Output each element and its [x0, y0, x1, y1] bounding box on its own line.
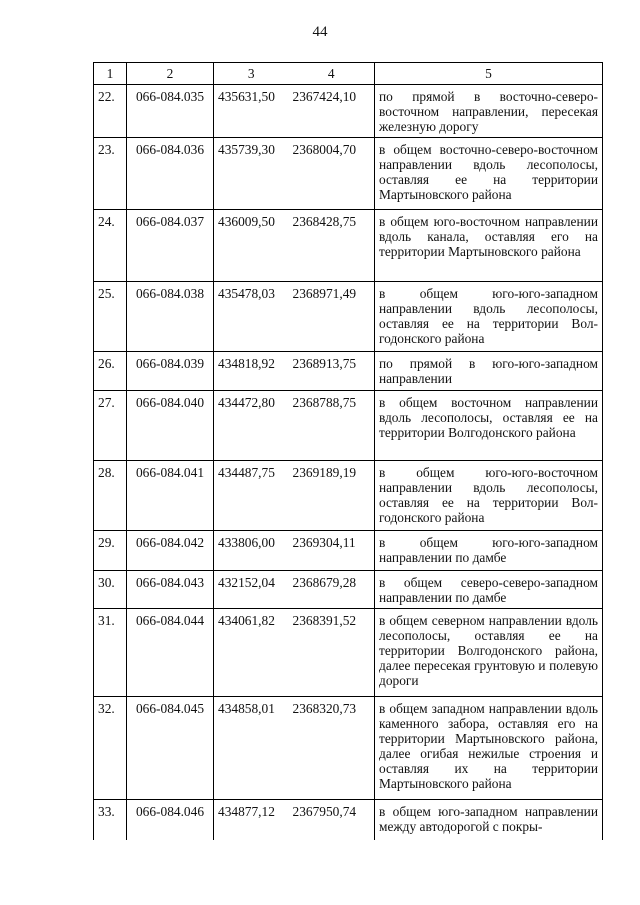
boundary-description: в общем восточном направлении вдоль лесополосы, оставляя ее на территории Волгодонского района	[375, 391, 603, 461]
boundary-description: в общем юго-восточном направлении вдоль канала, оставляя его на территории Мартыновского района	[375, 210, 603, 282]
point-code: 066-084.035	[127, 85, 214, 138]
boundary-description: в общем юго-юго-западном направлении по дамбе	[375, 531, 603, 571]
point-code: 066-084.042	[127, 531, 214, 571]
coordinate-x: 434858,01	[214, 697, 289, 800]
point-code: 066-084.040	[127, 391, 214, 461]
table-row	[94, 800, 603, 840]
coordinate-x: 434472,80	[214, 391, 289, 461]
table-row	[94, 138, 603, 210]
row-number: 29.	[94, 531, 127, 571]
boundary-description: в общем восточно-северо-восточном направлении вдоль лесополосы, оставляя ее на территории Мартыновского района	[375, 138, 603, 210]
coordinate-y: 2368971,49	[289, 282, 375, 352]
coordinate-x: 434061,82	[214, 609, 289, 697]
boundary-description: в общем юго-юго-западном направлении вдоль лесополосы, оставляя ее на территории Волгодонского района	[375, 282, 603, 352]
page-number: 44	[312, 24, 328, 40]
table-row	[94, 85, 603, 138]
point-code: 066-084.045	[127, 697, 214, 800]
coordinate-x: 434487,75	[214, 461, 289, 531]
table-row	[94, 210, 603, 282]
coordinate-y: 2368391,52	[289, 609, 375, 697]
row-number: 26.	[94, 352, 127, 391]
coordinate-y: 2368788,75	[289, 391, 375, 461]
coordinate-x: 433806,00	[214, 531, 289, 571]
row-number: 27.	[94, 391, 127, 461]
table-row	[94, 531, 603, 571]
boundary-description: в общем северо-северо-западном направлении по дамбе	[375, 571, 603, 609]
coordinate-y: 2368004,70	[289, 138, 375, 210]
header-col-3: 3	[214, 63, 289, 85]
coordinate-y: 2368913,75	[289, 352, 375, 391]
coordinate-y: 2367950,74	[289, 800, 375, 840]
header-col-4: 4	[289, 63, 375, 85]
table-row	[94, 571, 603, 609]
row-number: 28.	[94, 461, 127, 531]
row-number: 32.	[94, 697, 127, 800]
coordinate-x: 432152,04	[214, 571, 289, 609]
header-col-1: 1	[94, 63, 127, 85]
point-code: 066-084.036	[127, 138, 214, 210]
table-row	[94, 461, 603, 531]
point-code: 066-084.038	[127, 282, 214, 352]
table-row	[94, 391, 603, 461]
point-code: 066-084.037	[127, 210, 214, 282]
coordinate-x: 436009,50	[214, 210, 289, 282]
row-number: 31.	[94, 609, 127, 697]
boundary-description: по прямой в юго-юго-западном направлении	[375, 352, 603, 391]
header-col-5: 5	[375, 63, 603, 85]
table-header-row	[94, 63, 603, 85]
boundary-description: в общем северном направлении вдоль лесополосы, оставляя ее на территории Волгодонского района, далее пересекая грунтовую и полевую дороги	[375, 609, 603, 697]
boundary-description: в общем западном направлении вдоль каменного забора, оставляя его на территории Мартыновского района, далее огибая нежилые строения и оставляя их на территории Мартыновского района	[375, 697, 603, 800]
coordinate-x: 434818,92	[214, 352, 289, 391]
boundary-description: в общем юго-юго-восточном направлении вдоль лесополосы, оставляя ее на территории Волгодонского района	[375, 461, 603, 531]
point-code: 066-084.046	[127, 800, 214, 840]
row-number: 24.	[94, 210, 127, 282]
table-row	[94, 609, 603, 697]
coordinate-y: 2369304,11	[289, 531, 375, 571]
table-row	[94, 352, 603, 391]
point-code: 066-084.043	[127, 571, 214, 609]
row-number: 33.	[94, 800, 127, 840]
boundary-coordinates-table	[93, 62, 603, 840]
boundary-description: в общем юго-западном направлении между автодорогой с покры-	[375, 800, 603, 840]
coordinate-y: 2367424,10	[289, 85, 375, 138]
row-number: 22.	[94, 85, 127, 138]
table-row	[94, 282, 603, 352]
row-number: 30.	[94, 571, 127, 609]
row-number: 25.	[94, 282, 127, 352]
coordinate-y: 2368679,28	[289, 571, 375, 609]
coordinate-y: 2368428,75	[289, 210, 375, 282]
point-code: 066-084.044	[127, 609, 214, 697]
row-number: 23.	[94, 138, 127, 210]
coordinate-x: 435739,30	[214, 138, 289, 210]
coordinate-x: 434877,12	[214, 800, 289, 840]
header-col-2: 2	[127, 63, 214, 85]
coordinate-x: 435631,50	[214, 85, 289, 138]
coordinate-y: 2368320,73	[289, 697, 375, 800]
point-code: 066-084.039	[127, 352, 214, 391]
coordinate-y: 2369189,19	[289, 461, 375, 531]
point-code: 066-084.041	[127, 461, 214, 531]
table-row	[94, 697, 603, 800]
boundary-description: по прямой в восточно-северо-восточном направлении, пересекая железную дорогу	[375, 85, 603, 138]
coordinate-x: 435478,03	[214, 282, 289, 352]
